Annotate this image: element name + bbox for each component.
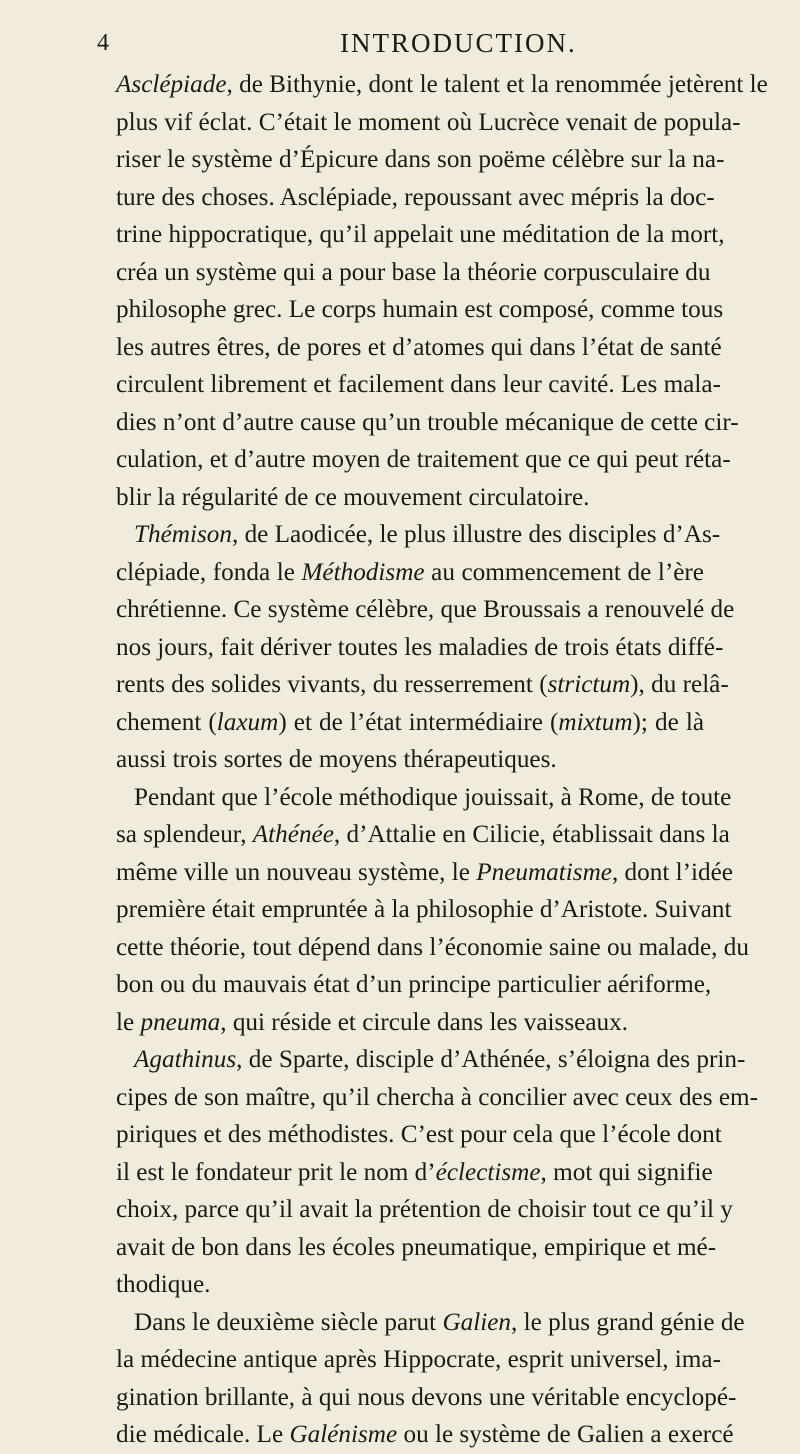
- text-line: [116, 629, 724, 667]
- text-segment: ) et de l’état intermédiaire (: [278, 708, 559, 736]
- italic-term: Méthodisme: [301, 558, 425, 586]
- text-segment: cipes de son maître, qu’il chercha à concilier avec ceux des em-: [116, 1083, 758, 1111]
- text-segment: , de Bithynie, dont le talent et la renommée jetèrent le: [226, 71, 768, 98]
- text-segment: thodique.: [116, 1271, 211, 1298]
- text-line: [116, 1191, 733, 1229]
- text-line: [116, 666, 729, 704]
- text-segment: chrétienne. Ce système célèbre, que Broussais a renouvelé de: [116, 596, 735, 623]
- text-line: [116, 966, 712, 1004]
- italic-term: mixtum: [558, 708, 633, 736]
- text-segment: , mot qui signifie: [540, 1158, 713, 1186]
- text-segment: , d’Attalie en Cilicie, établissait dans la: [333, 821, 730, 848]
- text-segment: bon ou du mauvais état d’un principe particulier aériforme,: [116, 971, 712, 998]
- text-segment: die médicale. Le: [116, 1421, 290, 1448]
- text-line: [116, 1154, 713, 1192]
- text-segment: ou le système de Galien a exercé: [397, 1421, 734, 1448]
- text-line: [116, 854, 733, 892]
- text-line: [116, 1379, 737, 1417]
- text-line: [116, 704, 704, 742]
- text-line: [116, 441, 731, 479]
- text-line: [116, 1041, 746, 1079]
- text-line: [116, 216, 725, 254]
- text-line: [116, 1416, 734, 1454]
- text-segment: la médecine antique après Hippocrate, esprit universel, ima-: [116, 1346, 721, 1373]
- text-segment: trine hippocratique, qu’il appelait une méditation de la mort,: [116, 221, 725, 248]
- italic-term: Pneumatisme: [476, 858, 612, 886]
- body-text: [116, 66, 768, 1454]
- text-line: [116, 291, 724, 329]
- text-line: [116, 1079, 758, 1117]
- text-segment: il est le fondateur prit le nom d’: [116, 1158, 436, 1186]
- text-segment: nos jours, fait dériver toutes les maladies de trois états diffé-: [116, 633, 724, 661]
- text-segment: première était empruntée à la philosophie d’Aristote. Suivant: [116, 896, 732, 923]
- text-segment: riser le système d’Épicure dans son poëme célèbre sur la na-: [116, 146, 725, 173]
- italic-term: Galien: [442, 1308, 511, 1336]
- text-line: [116, 104, 741, 142]
- text-line: [116, 741, 704, 779]
- page-number: 4: [97, 30, 110, 56]
- text-line: [116, 891, 732, 929]
- italic-term: Asclépiade: [116, 71, 227, 98]
- text-line: [116, 1004, 704, 1042]
- text-segment: plus vif éclat. C’était le moment où Lucrèce venait de popula-: [116, 108, 741, 136]
- text-line: [116, 404, 739, 442]
- text-segment: blir la régularité de ce mouvement circulatoire.: [116, 483, 590, 511]
- italic-term: laxum: [216, 708, 279, 736]
- text-line: [116, 329, 722, 367]
- italic-term: éclectisme: [435, 1158, 541, 1186]
- text-segment: clépiade, fonda le: [116, 558, 302, 586]
- text-line: [116, 179, 715, 217]
- text-segment: ), du relâ-: [630, 671, 729, 698]
- text-segment: , de Laodicée, le plus illustre des disciples d’As-: [231, 521, 721, 548]
- text-segment: choix, parce qu’il avait la prétention de choisir tout ce qu’il y: [116, 1196, 733, 1223]
- running-title: INTRODUCTION.: [340, 28, 577, 58]
- text-line: [116, 141, 725, 179]
- text-segment: culation, et d’autre moyen de traitement que ce qui peut réta-: [116, 446, 731, 473]
- text-line: [116, 929, 749, 967]
- text-segment: Dans le deuxième siècle parut: [134, 1308, 443, 1336]
- text-segment: le: [116, 1008, 141, 1036]
- text-segment: piriques et des méthodistes. C’est pour cela que l’école dont: [116, 1121, 722, 1148]
- text-segment: philosophe grec. Le corps humain est composé, comme tous: [116, 296, 724, 323]
- text-segment: au commencement de l’ère: [424, 558, 704, 586]
- text-segment: même ville un nouveau système, le: [116, 858, 477, 886]
- text-line: [116, 1341, 721, 1379]
- text-segment: , dont l’idée: [611, 858, 733, 886]
- text-line: [116, 1229, 717, 1267]
- text-line: [116, 1304, 745, 1342]
- italic-term: Galénisme: [289, 1421, 398, 1448]
- text-segment: dies n’ont d’autre cause qu’un trouble mécanique de cette cir-: [116, 408, 739, 436]
- text-segment: ); de là: [632, 708, 704, 736]
- text-line: [116, 254, 711, 292]
- italic-term: strictum: [547, 671, 631, 698]
- text-segment: circulent librement et facilement dans leur cavité. Les mala-: [116, 371, 721, 398]
- text-segment: sa splendeur,: [116, 821, 253, 848]
- text-segment: les autres êtres, de pores et d’atomes qui dans l’état de santé: [116, 333, 722, 361]
- text-segment: aussi trois sortes de moyens thérapeutiques.: [116, 746, 557, 773]
- text-line: [116, 1116, 722, 1154]
- italic-term: Agathinus: [134, 1046, 237, 1073]
- italic-term: Athénée: [252, 821, 334, 848]
- text-segment: , qui réside et circule dans les vaisseaux.: [220, 1008, 628, 1036]
- text-segment: créa un système qui a pour base la théorie corpusculaire du: [116, 258, 711, 286]
- page-header: [0, 22, 800, 62]
- text-segment: cette théorie, tout dépend dans l’économie saine ou malade, du: [116, 933, 749, 961]
- text-line: [116, 816, 730, 854]
- text-line: [116, 479, 704, 517]
- text-line: [116, 779, 732, 817]
- text-segment: Pendant que l’école méthodique jouissait, à Rome, de toute: [134, 783, 732, 811]
- text-segment: ture des choses. Asclépiade, repoussant avec mépris la doc-: [116, 183, 715, 211]
- text-segment: chement (: [116, 708, 217, 736]
- text-segment: , de Sparte, disciple d’Athénée, s’éloigna des prin-: [236, 1046, 746, 1073]
- text-segment: , le plus grand génie de: [511, 1308, 745, 1336]
- text-segment: gination brillante, à qui nous devons une véritable encyclopé-: [116, 1383, 737, 1411]
- text-line: [116, 591, 735, 629]
- text-line: [116, 1266, 704, 1304]
- text-line: [116, 66, 768, 104]
- text-segment: rents des solides vivants, du resserrement (: [116, 671, 548, 698]
- text-line: [116, 366, 721, 404]
- italic-term: pneuma: [140, 1008, 221, 1036]
- text-line: [116, 554, 704, 592]
- text-line: [116, 516, 721, 554]
- italic-term: Thémison: [134, 521, 232, 548]
- text-segment: avait de bon dans les écoles pneumatique, empirique et mé-: [116, 1233, 717, 1261]
